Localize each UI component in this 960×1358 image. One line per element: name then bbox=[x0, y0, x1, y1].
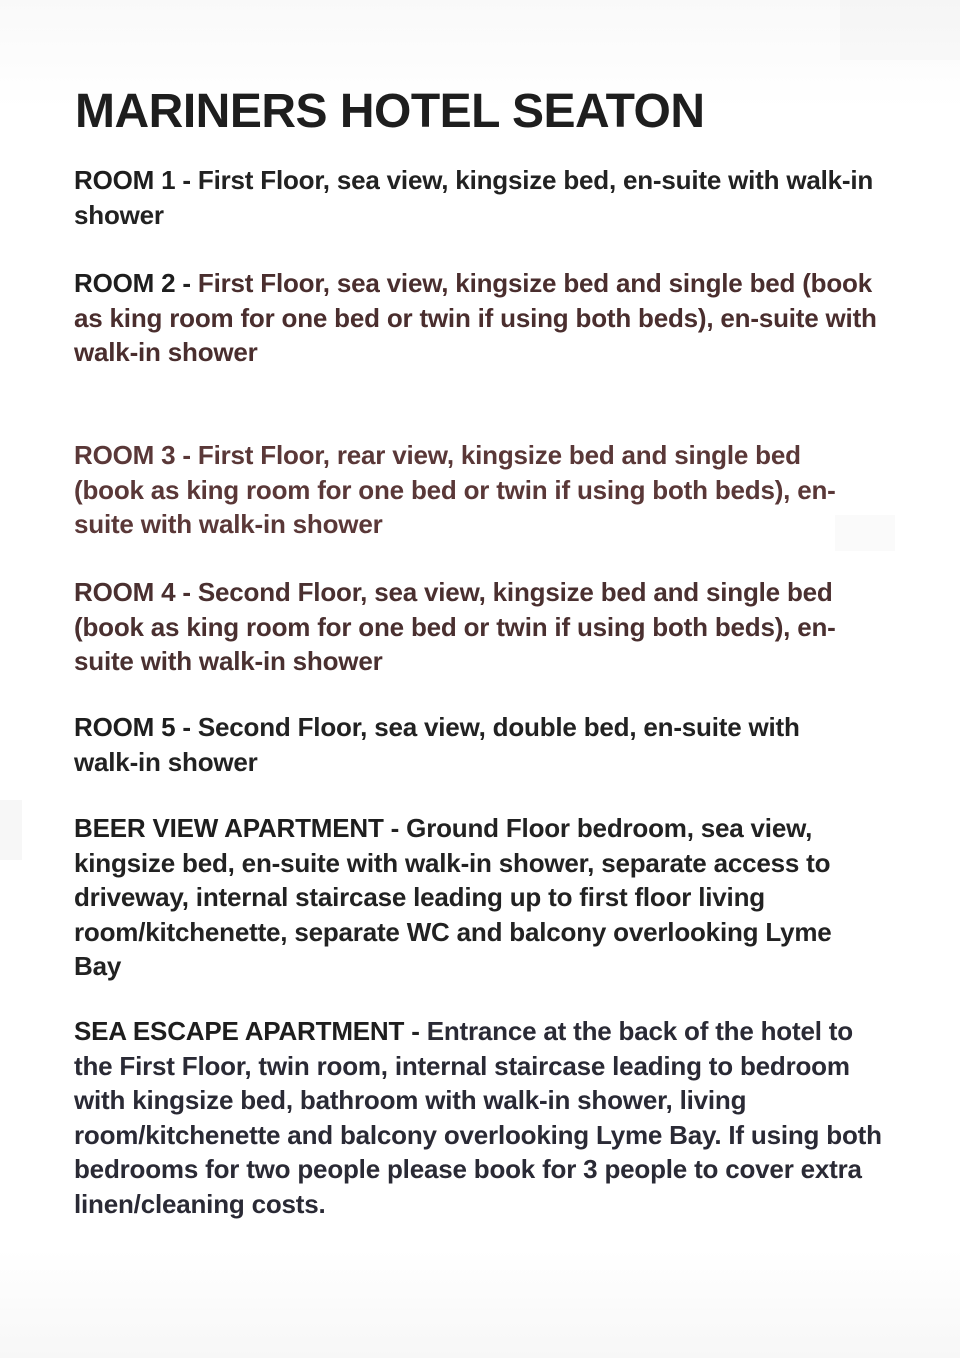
scan-smudge-top bbox=[840, 0, 960, 60]
room-1-entry bbox=[74, 163, 884, 232]
room-5-entry bbox=[74, 710, 844, 779]
room-2-description: First Floor, sea view, kingsize bed and single bed (book as king room for one bed or twin if using both beds), en-suite with walk-in shower bbox=[74, 268, 877, 367]
room-5-name: ROOM 5 bbox=[74, 712, 176, 742]
document-title: MARINERS HOTEL SEATON bbox=[75, 85, 705, 138]
room-3-entry bbox=[74, 438, 844, 542]
room-3-name: ROOM 3 bbox=[74, 440, 176, 470]
beer-view-apartment-separator: - bbox=[383, 813, 407, 843]
room-1-separator: - bbox=[175, 165, 198, 195]
room-5-separator: - bbox=[175, 712, 198, 742]
room-2-separator: - bbox=[175, 268, 198, 298]
room-1-description: First Floor, sea view, kingsize bed, en-suite with walk-in shower bbox=[74, 165, 874, 230]
room-3-separator: - bbox=[175, 440, 198, 470]
beer-view-apartment-entry bbox=[74, 811, 874, 984]
room-3-description: First Floor, rear view, kingsize bed and single bed (book as king room for one bed or twin if using both beds), en-suite with walk-in shower bbox=[74, 440, 836, 539]
sea-escape-apartment-name: SEA ESCAPE APARTMENT bbox=[74, 1016, 405, 1046]
sea-escape-apartment-separator: - bbox=[404, 1016, 427, 1046]
room-2-name: ROOM 2 bbox=[74, 268, 176, 298]
room-1-name: ROOM 1 bbox=[74, 165, 176, 195]
room-5-description: Second Floor, sea view, double bed, en-suite with walk-in shower bbox=[74, 712, 800, 777]
beer-view-apartment-name: BEER VIEW APARTMENT bbox=[74, 813, 384, 843]
room-4-entry bbox=[74, 575, 864, 679]
sea-escape-apartment-description: Entrance at the back of the hotel to the First Floor, twin room, internal staircase leading to bedroom with kingsize bed, bathroom with walk-in shower, living room/kitchenette and balcony overlooking Lyme Bay. If using both bedrooms for two people please book for 3 people to cover extra linen/cleaning costs. bbox=[74, 1016, 882, 1219]
room-4-separator: - bbox=[175, 577, 198, 607]
sea-escape-apartment-entry bbox=[74, 1014, 889, 1221]
room-2-entry bbox=[74, 266, 884, 370]
scan-smudge-left bbox=[0, 800, 22, 860]
beer-view-apartment-description: Ground Floor bedroom, sea view, kingsize bed, en-suite with walk-in shower, separate access to driveway, internal staircase leading up to first floor living room/kitchenette, separate WC and balcony overlooking Lyme Bay bbox=[74, 813, 832, 981]
room-4-name: ROOM 4 bbox=[74, 577, 176, 607]
scan-smudge-right bbox=[835, 515, 895, 551]
room-4-description: Second Floor, sea view, kingsize bed and single bed (book as king room for one bed or twin if using both beds), en-suite with walk-in shower bbox=[74, 577, 836, 676]
